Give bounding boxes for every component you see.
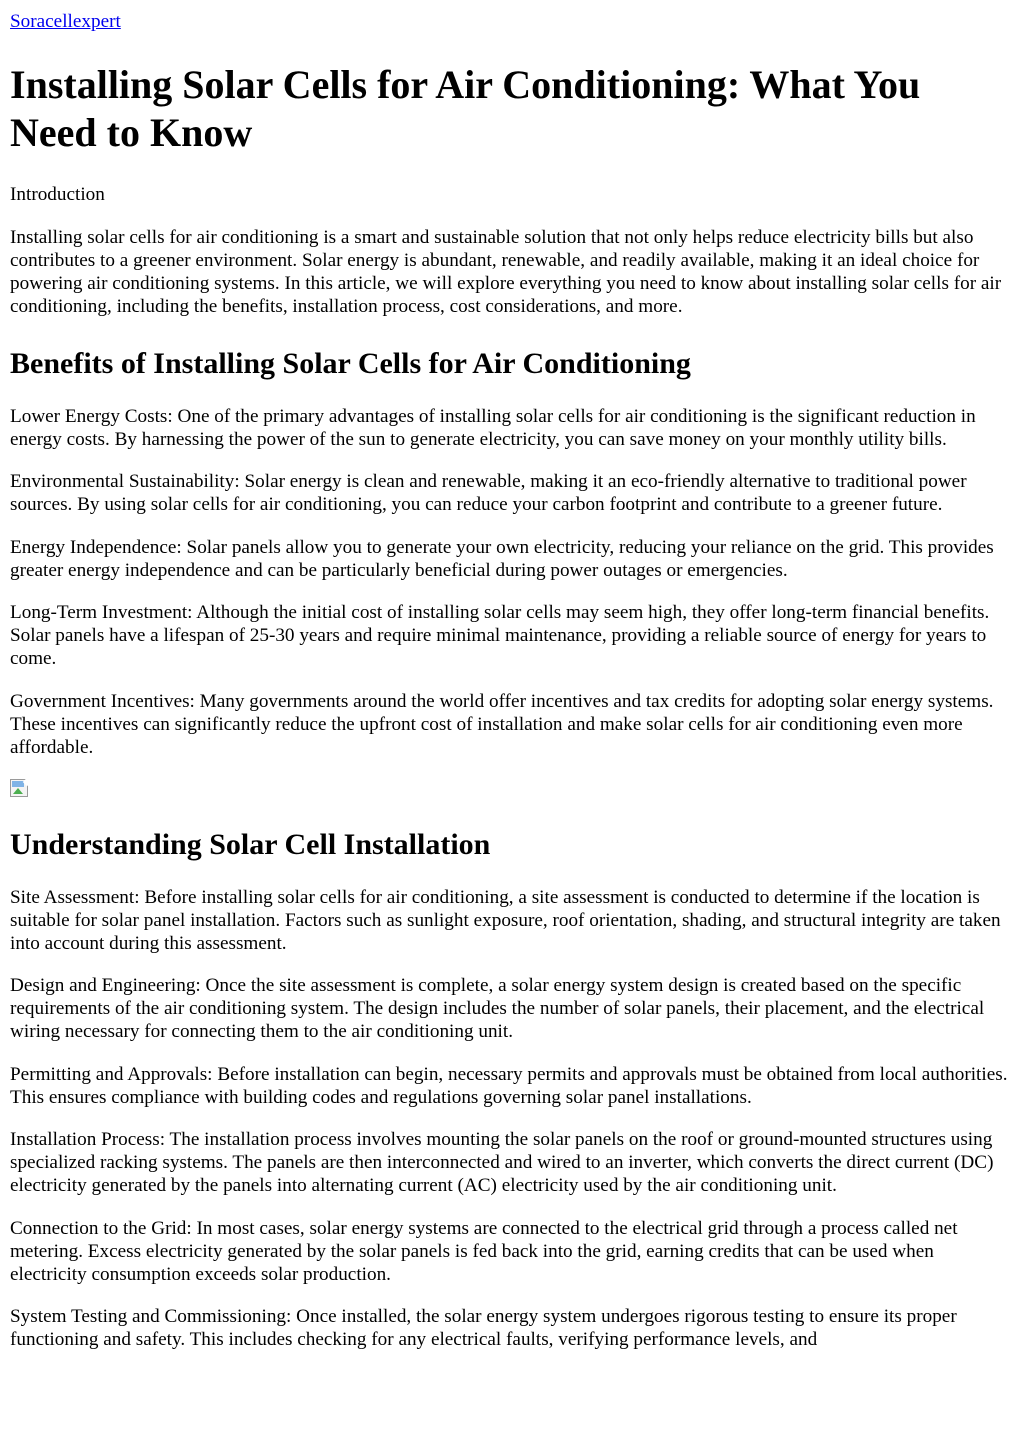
intro-paragraph: Installing solar cells for air conditioning is a smart and sustainable solution that not only helps reduce electricity bills but also contributes to a greener environment. Solar energy is abundant, renewable, and readily available, making it an ideal choice for powering air conditioning systems. In this article, we will explore everything you need to know about installing solar cells for air conditioning, including the benefits, installation process, cost considerations, and more. bbox=[10, 226, 1002, 317]
intro-label: Introduction bbox=[10, 184, 105, 206]
installation-paragraph-design-engineering: Design and Engineering: Once the site assessment is complete, a solar energy system design is created based on the specific requirements of the air conditioning system. The design includes the number of solar panels, their placement, and the electrical wiring necessary for connecting them to the air conditioning unit. bbox=[10, 975, 985, 1043]
benefit-paragraph-government-incentives: Government Incentives: Many governments around the world offer incentives and tax credits for adopting solar energy systems. These incentives can significantly reduce the upfront cost of installation and make solar cells for air conditioning even more affordable. bbox=[10, 690, 994, 758]
installation-paragraph-permitting: Permitting and Approvals: Before installation can begin, necessary permits and approvals must be obtained from local authorities. This ensures compliance with building codes and regulations governing solar panel installations. bbox=[10, 1063, 1008, 1108]
benefits-section bbox=[10, 346, 1014, 759]
installation-section bbox=[10, 827, 1014, 1352]
benefit-paragraph-lower-energy-costs: Lower Energy Costs: One of the primary advantages of installing solar cells for air conditioning is the significant reduction in energy costs. By harnessing the power of the sun to generate electricity, you can save money on your monthly utility bills. bbox=[10, 405, 976, 450]
installation-paragraph-testing: System Testing and Commissioning: Once installed, the solar energy system undergoes rigorous testing to ensure its proper functioning and safety. This includes checking for any electrical faults, verifying performance levels, and bbox=[10, 1306, 957, 1351]
benefit-paragraph-environmental-sustainability: Environmental Sustainability: Solar energy is clean and renewable, making it an eco-friendly alternative to traditional power sources. By using solar cells for air conditioning, you can reduce your carbon footprint and contribute to a greener future. bbox=[10, 471, 967, 516]
installation-paragraph-site-assessment: Site Assessment: Before installing solar cells for air conditioning, a site assessment is conducted to determine if the location is suitable for solar panel installation. Factors such as sunlight exposure, roof orientation, shading, and structural integrity are taken into account during this assessment. bbox=[10, 886, 1001, 954]
benefits-heading: Benefits of Installing Solar Cells for Air Conditioning bbox=[10, 346, 691, 380]
benefit-paragraph-energy-independence: Energy Independence: Solar panels allow you to generate your own electricity, reducing your reliance on the grid. This provides greater energy independence and can be particularly beneficial during power outages or emergencies. bbox=[10, 536, 994, 581]
installation-heading: Understanding Solar Cell Installation bbox=[10, 827, 491, 861]
installation-paragraph-grid-connection: Connection to the Grid: In most cases, solar energy systems are connected to the electrical grid through a process called net metering. Excess electricity generated by the solar panels is fed back into the grid, earning credits that can be used when electricity consumption exceeds solar production. bbox=[10, 1217, 958, 1285]
article-title: Installing Solar Cells for Air Conditioning: What You Need to Know bbox=[10, 62, 921, 156]
installation-paragraph-installation-process: Installation Process: The installation process involves mounting the solar panels on the roof or ground-mounted structures using specialized racking systems. The panels are then interconnected and wired to an inverter, which converts the direct current (DC) electricity generated by the panels into alternating current (AC) electricity used by the air conditioning unit. bbox=[10, 1129, 994, 1197]
broken-image-icon bbox=[10, 779, 30, 799]
benefit-paragraph-long-term-investment: Long-Term Investment: Although the initial cost of installing solar cells may seem high, they offer long-term financial benefits. Solar panels have a lifespan of 25-30 years and require minimal maintenance, providing a reliable source of energy for years to come. bbox=[10, 602, 990, 670]
site-name-link[interactable]: Soracellexpert bbox=[10, 11, 121, 32]
broken-image-hill bbox=[13, 788, 23, 794]
